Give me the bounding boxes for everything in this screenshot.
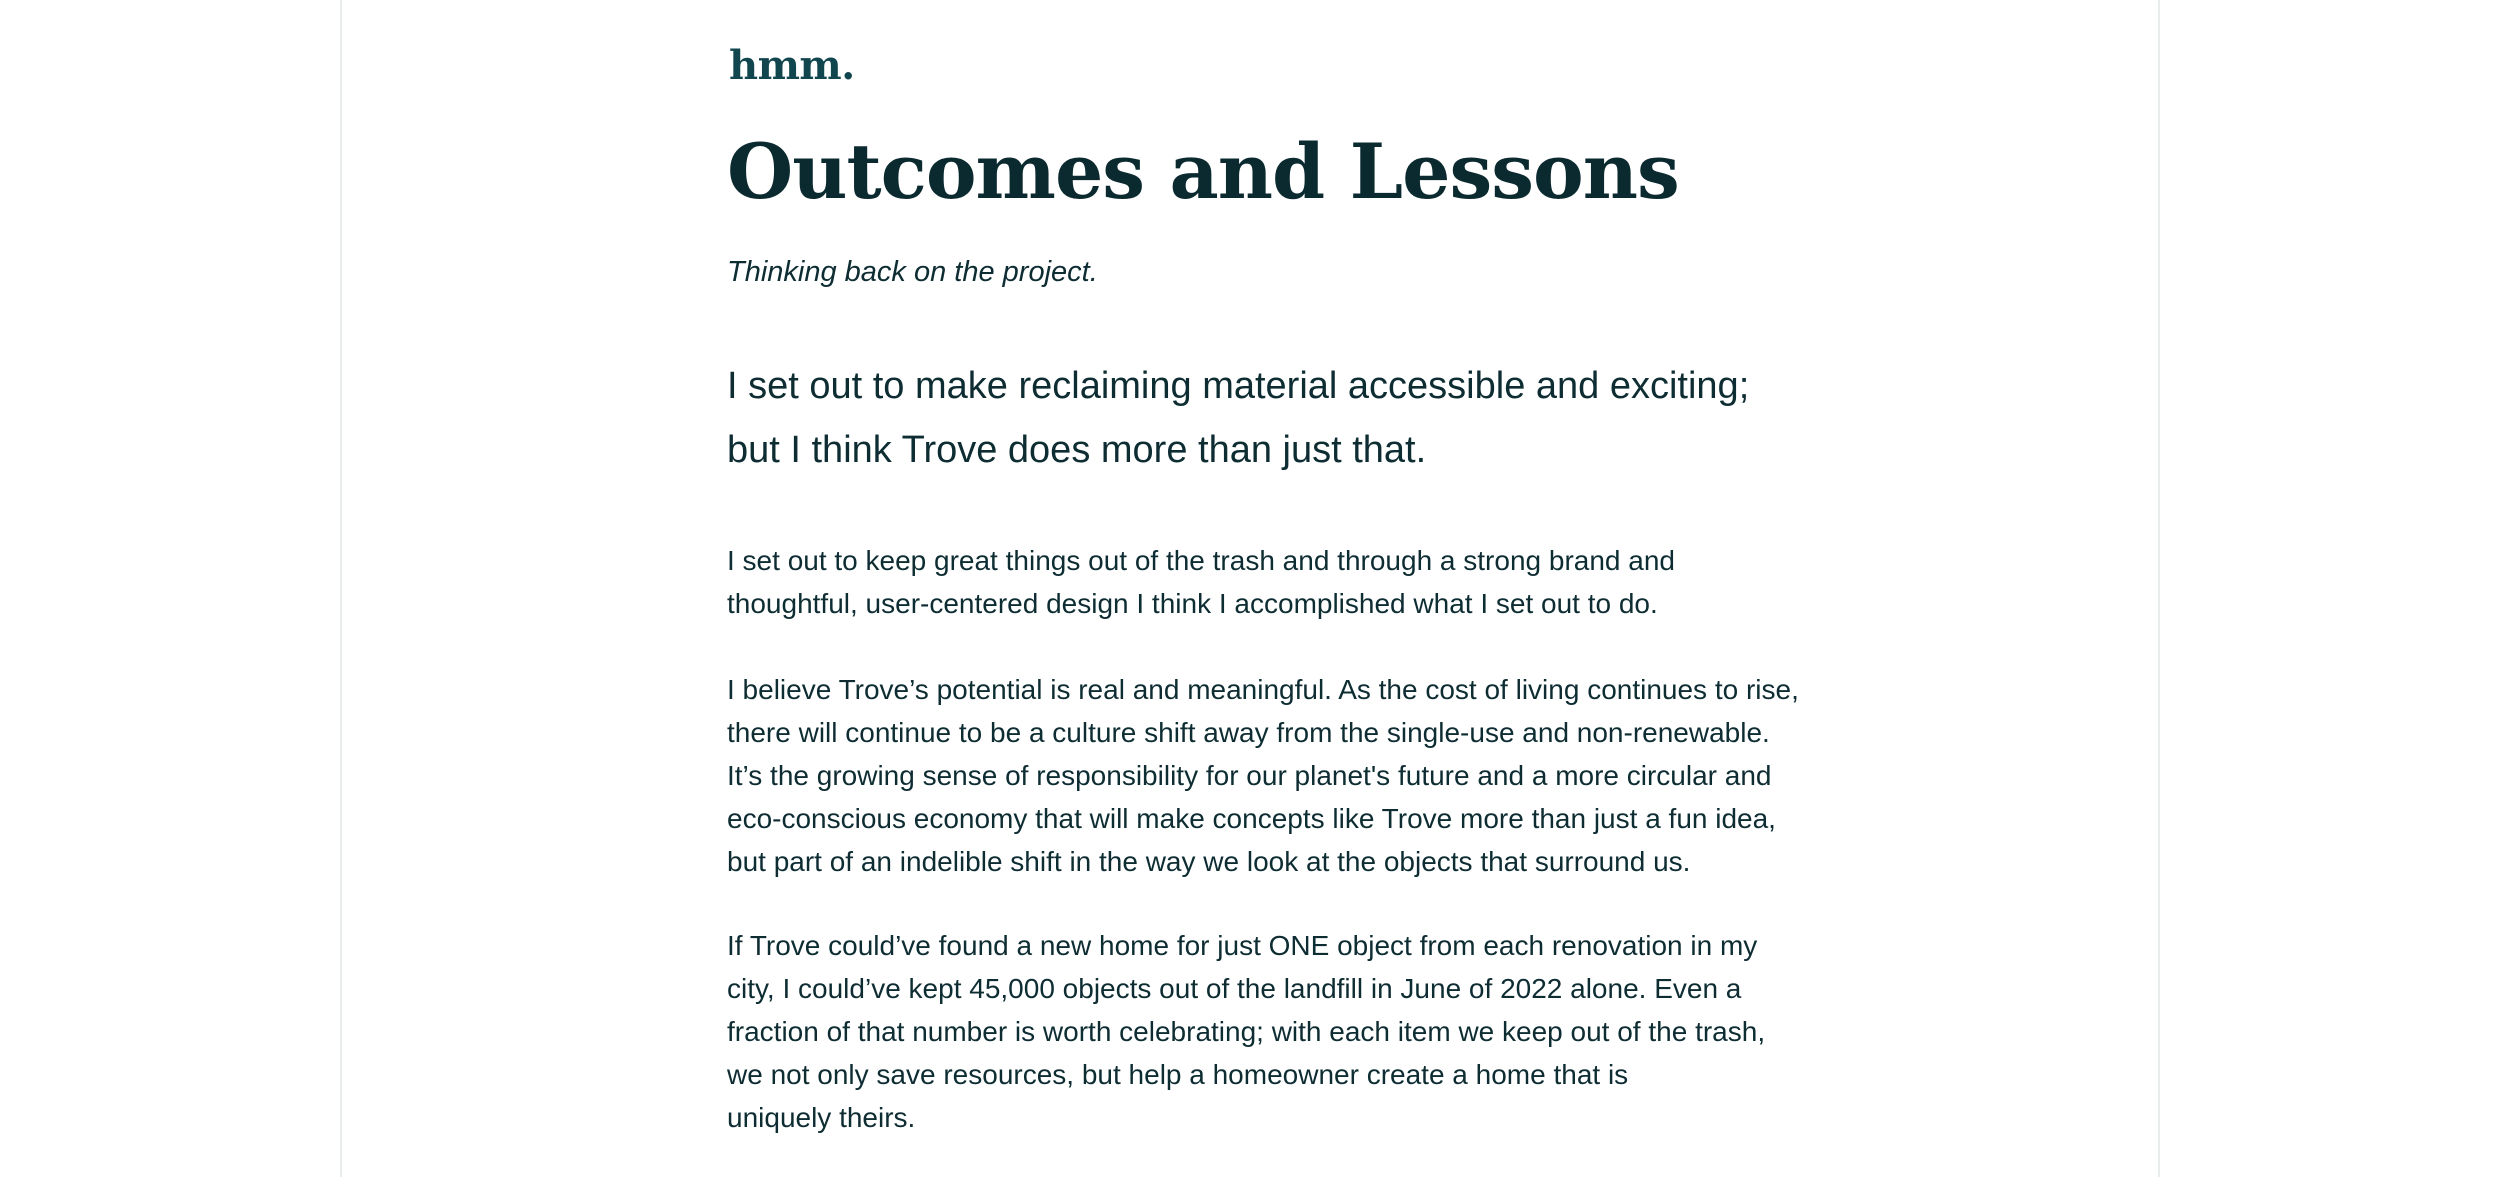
paragraph-line: but part of an indelible shift in the way we look at the objects that surround us. (727, 846, 1691, 877)
paragraph-line: uniquely theirs. (727, 1102, 916, 1133)
paragraph-line: It’s the growing sense of responsibility for our planet's future and a more circular and (727, 760, 1772, 791)
lead-line: I set out to make reclaiming material accessible and exciting; (727, 365, 1750, 407)
paragraph-line: thoughtful, user-centered design I think I accomplished what I set out to do. (727, 588, 1658, 619)
paragraph-line: eco-conscious economy that will make concepts like Trove more than just a fun idea, (727, 803, 1776, 834)
paragraph-line: fraction of that number is worth celebrating; with each item we keep out of the trash, (727, 1016, 1766, 1047)
paragraph-line: city, I could’ve kept 45,000 objects out of the landfill in June of 2022 alone. Even a (727, 973, 1742, 1004)
paragraph-line: If Trove could’ve found a new home for just ONE object from each renovation in my (727, 930, 1758, 961)
body-paragraph-1 (727, 539, 1787, 625)
page-subtitle: Thinking back on the project. (727, 256, 1098, 288)
paragraph-line: I believe Trove’s potential is real and meaningful. As the cost of living continues to rise, (727, 674, 1799, 705)
body-paragraph-2 (727, 668, 1799, 883)
lead-line: but I think Trove does more than just that. (727, 429, 1427, 471)
paragraph-line: I set out to keep great things out of the trash and through a strong brand and (727, 545, 1675, 576)
page-title: Outcomes and Lessons (727, 127, 1679, 216)
paragraph-line: we not only save resources, but help a homeowner create a home that is (727, 1059, 1629, 1090)
paragraph-line: there will continue to be a culture shift away from the single-use and non-renewable. (727, 717, 1770, 748)
body-paragraph-3 (727, 924, 1787, 1139)
site-logo[interactable]: hmm. (729, 42, 855, 89)
lead-statement (727, 354, 1787, 482)
